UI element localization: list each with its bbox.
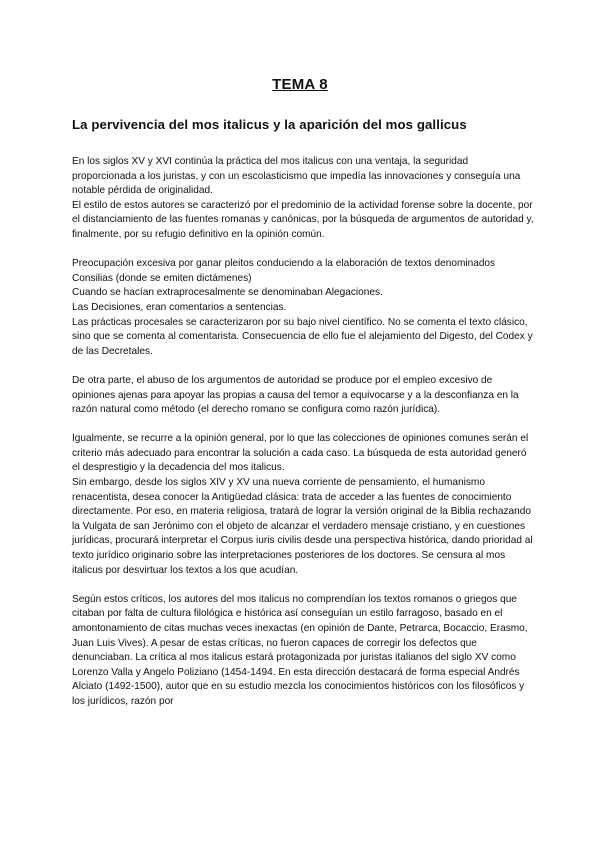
paragraph-9: Sin embargo, desde los siglos XIV y XV una nueva corriente de pensamiento, el humanismo renacentista, desea conocer la Antigüedad clásica: trata de acceder a las fuentes de conocimiento directamente. Por eso, en materia religiosa, tratará de lograr la versión original de la Biblia rechazando la Vulgata de san Jerónimo con el objeto de alcanzar el verdadero mensaje cristiano, y en cuestiones jurídicas, procurará interpretar el Corpus iuris civilis desde una perspectiva histórica, dando prioridad al texto jurídico originario sobre las interpretaciones posteriores de los doctores. Se censura al mos italicus por desvirtuar los textos a los que acudían. [72,477,533,576]
page-title: TEMA 8 [272,76,328,93]
paragraph-5: Las Decisiones, eran comentarios a sentencias. [72,301,287,313]
paragraph-10: Según estos críticos, los autores del mos italicus no comprendían los textos romanos o griegos que citaban por falta de cultura filológica e histórica así conseguían un estilo farragoso, basado en el amontonamiento de citas muchas veces inexactas (en opinión de Dante, Petrarca, Bocaccio, Erasmo, Juan Luis Vives). A pesar de estas críticas, no fueron capaces de corregir los defectos que denunciaban. La crítica al mos italicus estará protagonizada por juristas italianos del siglo XV como Lorenzo Valla y Angelo Poliziano (1454-1494. En esta dirección destacará de forma especial Andrés Alciato (1492-1500), autor que en su estudio mezcla los conocimientos históricos con los filosóficos y los jurídicos, razón por [72,593,528,707]
paragraph-6: Las prácticas procesales se caracterizaron por su bajo nivel científico. No se comenta el texto clásico, sino que se comenta al comentarista. Consecuencia de ello fue el alejamiento del Digesto, del Codex y de las Decretales. [72,316,533,357]
page-subtitle: La pervivencia del mos italicus y la aparición del mos gallicus [72,117,467,132]
paragraph-4: Cuando se hacían extraprocesalmente se denominaban Alegaciones. [72,287,383,299]
paragraph-2: El estilo de estos autores se caracterizó por el predominio de la actividad forense sobre la docente, por el distanciamiento de las fuentes romanas y canónicas, por la búsqueda de argumentos de autoridad y, finalmente, por su refugio definitivo en la opinión común. [72,199,534,240]
document-body [72,155,534,710]
paragraph-3: Preocupación excesiva por ganar pleitos conduciendo a la elaboración de textos denominados Consilias (donde se emiten dictámenes) [72,258,496,284]
paragraph-7: De otra parte, el abuso de los argumentos de autoridad se produce por el empleo excesivo de opiniones ajenas para apoyar las propias a causa del temor a equivocarse y a la desconfianza en la razón natural como método (el derecho romano se configura como razón jurídica). [72,374,519,416]
paragraph-1: En los siglos XV y XVI continúa la práctica del mos italicus con una ventaja, la seguridad proporcionada a los juristas, y con un escolasticismo que impedía las innovaciones y conseguía una notable pérdida de originalidad. [72,156,521,197]
paragraph-8: Igualmente, se recurre a la opinión general, por lo que las colecciones de opiniones comunes serán el criterio más adecuado para encontrar la solución a cada caso. La búsqueda de esta autoridad generó el desprestigio y la decadencia del mos italicus. [72,433,529,474]
